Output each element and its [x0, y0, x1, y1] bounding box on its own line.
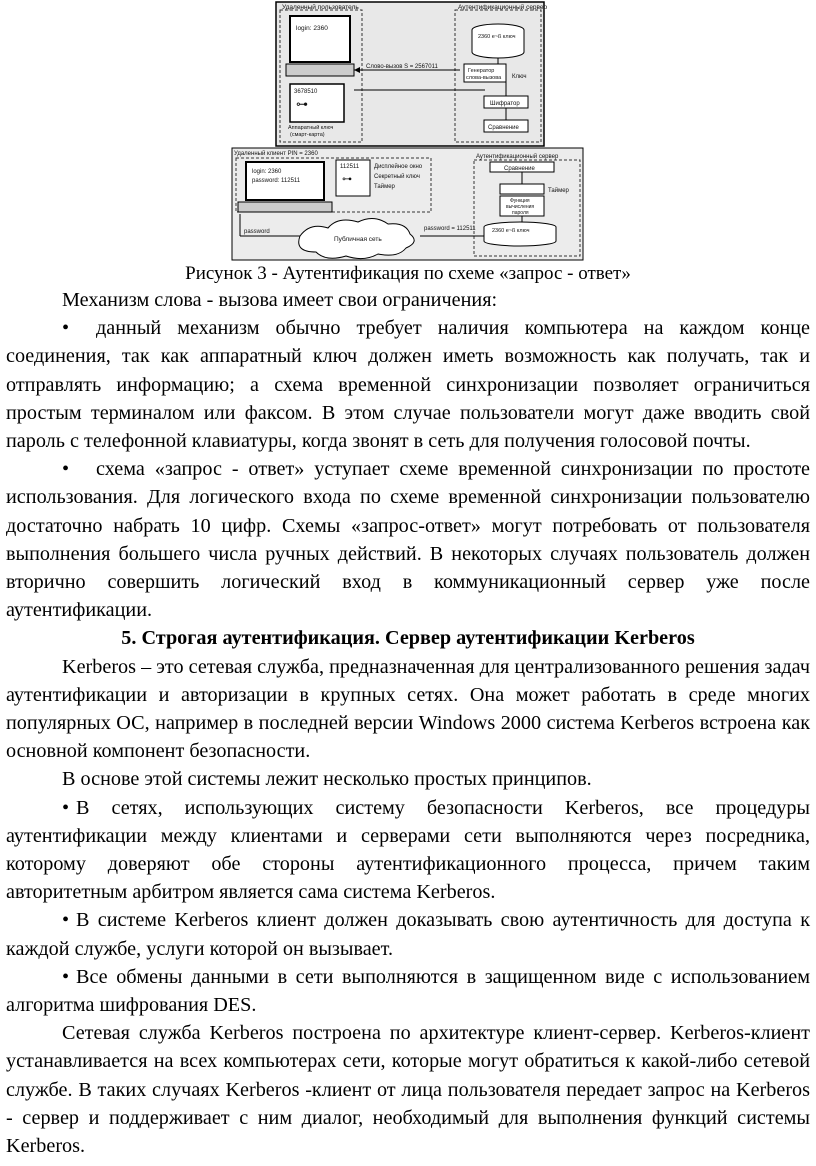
- figure: [0, 0, 816, 262]
- auth-server-label: Аутентификационный сервер: [458, 4, 548, 11]
- public-net-label: Публичная сеть: [334, 236, 382, 243]
- key-code: 3678510: [294, 89, 318, 95]
- func-label-1: Функция: [510, 198, 530, 204]
- display-label: Дисплейное окно: [374, 164, 423, 170]
- cipher-label: Шифратор: [490, 101, 520, 107]
- func-label-3: пароля: [512, 210, 529, 216]
- bullet-item: [6, 314, 810, 455]
- monitor: [290, 16, 350, 62]
- login-text: login: 2360: [296, 25, 328, 32]
- generator-label-2: слова-вызова: [466, 75, 502, 81]
- challenge-text: Слово-вызов S = 2567011: [366, 64, 438, 70]
- bullet-text: В системе Kerberos клиент должен доказывать свою аутентичность для доступа к каждой службе, услуги которой он вызывает.: [6, 909, 810, 960]
- bullet-text: данный механизм обычно требует наличия компьютера на каждом конце соединения, так как аппаратный ключ должен иметь возможность как получать, так и отправлять информацию; а схема временной синхронизации позволяет ограничиться простым терминалом или факсом. В этом случае пользователи могут даже вводить свой пароль с телефонной клавиатуры, когда звонят в сеть для получения голосовой почты.: [6, 317, 810, 453]
- bullet-icon: •: [62, 965, 70, 988]
- db-entry: 2360 e~ß ключ: [478, 34, 516, 40]
- secret-key-label: Секретный ключ: [374, 174, 420, 180]
- timer-box: [500, 184, 544, 194]
- figure-caption: Рисунок 3 - Аутентификация по схеме «запрос - ответ»: [185, 263, 631, 284]
- auth-diagram: [0, 0, 816, 262]
- smart-card-label: (смарт-карта): [290, 132, 325, 138]
- key-icon: ⊶: [296, 97, 308, 111]
- generator-label-1: Генератор: [468, 68, 495, 74]
- auth-server-label-2: Аутентификационный сервер: [476, 154, 559, 160]
- client-keyboard: [238, 202, 332, 212]
- document-body: [6, 286, 810, 1160]
- compare-label-2: Сравнение: [504, 166, 535, 172]
- paragraph: Kerberos – это сетевая служба, предназначенная для централизованного решения задач аутентификации и авторизации в крупных сетях. Она может работать в среде многих популярных ОС, например в последней версии Windows 2000 система Kerberos встроена как основной компонент безопасности.: [6, 655, 810, 763]
- bullet-text: схема «запрос - ответ» уступает схеме временной синхронизации по простоте использования. Для логического входа по схеме временной синхронизации пользователю достаточно набрать 10 цифр. Схемы «запрос-ответ» могут потребовать от пользователя выполнения большего числа ручных действий. В некоторых случаях пользователь должен вторично совершить логический вход в коммуникационный сервер уже после аутентификации.: [6, 458, 810, 622]
- timer-label: Таймер: [374, 184, 395, 190]
- hw-key-label: Аппаратный ключ: [288, 125, 334, 131]
- bullet-item: [6, 906, 810, 962]
- client-login: login: 2360: [252, 169, 282, 175]
- bullet-icon: •: [62, 796, 70, 819]
- bullet-icon: •: [62, 317, 70, 340]
- bullet-item: [6, 455, 810, 624]
- bullet-item: [6, 963, 810, 1019]
- key-label: Ключ: [512, 74, 527, 80]
- section-heading: 5. Строгая аутентификация. Сервер аутентификации Kerberos: [121, 627, 695, 650]
- func-label-2: вычисления: [506, 204, 535, 210]
- paragraph: Механизм слова - вызова имеет свои ограничения:: [62, 289, 498, 311]
- paragraph: Сетевая служба Kerberos построена по архитектуре клиент-сервер. Kerberos-клиент устанавливается на всех компьютерах сети, которые могут обратиться к какой-либо сетевой службе. В таких случаях Kerberos -клиент от лица пользователя передает запрос на Kerberos - сервер и поддерживает с ним диалог, необходимый для выполнения функций системы Kerberos.: [6, 1022, 810, 1158]
- token-key-icon: ⊶: [342, 174, 352, 185]
- bullet-text: В сетях, использующих систему безопасности Kerberos, все процедуры аутентификации между клиентами и серверами сети выполняются через посредника, которому доверяют обе стороны аутентификационного процесса, причем таким авторитетным арбитром является сама система Kerberos.: [6, 796, 810, 904]
- db2-entry: 2360 e~ß ключ: [492, 228, 530, 234]
- client-password: password: 112511: [252, 178, 301, 184]
- bullet-text: Все обмены данными в сети выполняются в защищенном виде с использованием алгоритма шифрования DES.: [6, 965, 810, 1017]
- paragraph: В основе этой системы лежит несколько простых принципов.: [62, 768, 592, 791]
- bullet-item: [6, 794, 810, 907]
- token-display: 112511: [340, 164, 360, 170]
- timer-label-2: Таймер: [548, 188, 569, 194]
- remote-user-label: Удаленный пользователь: [282, 4, 359, 11]
- compare-label: Сравнение: [488, 125, 519, 131]
- keyboard: [286, 64, 354, 76]
- bullet-icon: •: [62, 458, 70, 481]
- password-right-label: password = 112511: [424, 226, 476, 232]
- remote-client-label: Удаленный клиент PIN = 2360: [234, 151, 318, 157]
- bullet-icon: •: [62, 909, 70, 932]
- password-label: password: [244, 229, 270, 235]
